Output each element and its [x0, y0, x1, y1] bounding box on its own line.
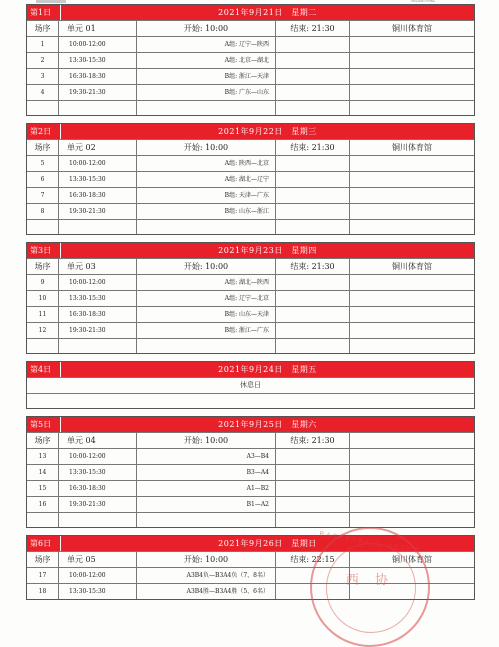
blank-cell: [350, 53, 474, 68]
day-block: [26, 361, 475, 409]
stamp-arc-text: BASKETBALL ASSOC: [318, 530, 422, 556]
game-match: A组: 湖北—陕西: [137, 275, 276, 290]
blank-cell: [276, 497, 350, 512]
rest-day-row: [27, 377, 474, 393]
blank-cell: [276, 204, 350, 219]
game-match: A3B4负—B3A4负（7、8名）: [137, 568, 276, 583]
empty-row: [27, 338, 474, 353]
day-date: 2021年9月26日 星期日: [218, 539, 317, 548]
game-time: 13:30-15:30: [59, 291, 137, 306]
blank-cell: [276, 323, 350, 338]
end-time: 结束: 21:30: [276, 140, 350, 155]
blank-cell: [276, 69, 350, 84]
table-row: [27, 203, 474, 219]
game-number: 10: [27, 291, 59, 306]
start-time: 开始: 10:00: [137, 433, 276, 448]
unit: 单元 04: [59, 433, 137, 448]
start-time: 开始: 10:00: [137, 21, 276, 36]
game-time: 16:30-18:30: [59, 69, 137, 84]
blank-cell: [350, 465, 474, 480]
game-match: A组: 北京—湖北: [137, 53, 276, 68]
day-label: 第3日: [27, 243, 61, 258]
day-label: 第5日: [27, 417, 61, 432]
unit: 单元 03: [59, 259, 137, 274]
seq-header: 场序: [27, 259, 59, 274]
day-label: 第6日: [27, 536, 61, 551]
seq-header: 场序: [27, 433, 59, 448]
session-header: [27, 139, 474, 155]
day-date: 2021年9月25日 星期六: [218, 420, 317, 429]
blank-cell: [276, 53, 350, 68]
start-time: 开始: 10:00: [137, 259, 276, 274]
blank-cell: [276, 37, 350, 52]
game-time: 13:30-15:30: [59, 172, 137, 187]
venue: 铜川体育馆: [392, 262, 432, 271]
game-number: 2: [27, 53, 59, 68]
blank-cell: [276, 481, 350, 496]
seq-header: 场序: [27, 552, 59, 567]
day-label: 第2日: [27, 124, 61, 139]
session-header: [27, 20, 474, 36]
day-header: [27, 417, 474, 432]
game-time: 16:30-18:30: [59, 307, 137, 322]
start-time: 开始: 10:00: [137, 140, 276, 155]
blank-cell: [350, 69, 474, 84]
blank-cell: [350, 307, 474, 322]
game-number: 4: [27, 85, 59, 100]
game-number: 8: [27, 204, 59, 219]
game-match: A1—B2: [137, 481, 276, 496]
game-number: 5: [27, 156, 59, 171]
game-match: A3—B4: [137, 449, 276, 464]
venue: 铜川体育馆: [392, 555, 432, 564]
blank-cell: [276, 188, 350, 203]
end-time: 结束: 21:30: [276, 433, 350, 448]
blank-cell: [276, 172, 350, 187]
table-row: [27, 52, 474, 68]
unit: 单元 01: [59, 21, 137, 36]
game-time: 16:30-18:30: [59, 188, 137, 203]
game-time: 10:00-12:00: [59, 449, 137, 464]
logo: [36, 0, 66, 3]
game-time: 13:30-15:30: [59, 584, 137, 599]
stamp-chars: 西 协: [345, 573, 395, 588]
empty-row: [27, 393, 474, 408]
end-time: 结束: 22:15: [276, 552, 350, 567]
game-number: 7: [27, 188, 59, 203]
game-number: 3: [27, 69, 59, 84]
game-match: B组: 广东—山东: [137, 85, 276, 100]
game-match: B组: 山东—天津: [137, 307, 276, 322]
day-header: [27, 243, 474, 258]
blank-cell: [350, 275, 474, 290]
session-header: [27, 258, 474, 274]
blank-cell: [350, 323, 474, 338]
day-label: 第1日: [27, 5, 61, 20]
unit: 单元 05: [59, 552, 137, 567]
day-label: 第4日: [27, 362, 61, 377]
game-number: 16: [27, 497, 59, 512]
blank-cell: [350, 497, 474, 512]
game-time: 10:00-12:00: [59, 275, 137, 290]
game-number: 18: [27, 584, 59, 599]
game-number: 11: [27, 307, 59, 322]
blank-cell: [276, 465, 350, 480]
table-row: [27, 171, 474, 187]
brand-tag: SHAANXI CHINA: [410, 0, 435, 3]
empty-row: [27, 100, 474, 115]
game-time: 10:00-12:00: [59, 568, 137, 583]
stamp-inner-ring: [326, 543, 416, 633]
blank-cell: [350, 481, 474, 496]
blank-cell: [276, 307, 350, 322]
blank-cell: [350, 37, 474, 52]
table-row: [27, 464, 474, 480]
start-time: 开始: 10:00: [137, 552, 276, 567]
end-time: 结束: 21:30: [276, 259, 350, 274]
game-time: 10:00-12:00: [59, 156, 137, 171]
end-time: 结束: 21:30: [276, 21, 350, 36]
table-row: [27, 480, 474, 496]
day-block: [26, 416, 475, 528]
day-block: [26, 4, 475, 116]
game-time: 13:30-15:30: [59, 465, 137, 480]
game-match: B组: 山东—浙江: [137, 204, 276, 219]
game-number: 15: [27, 481, 59, 496]
blank-cell: [276, 275, 350, 290]
game-match: A组: 陕西—北京: [137, 156, 276, 171]
blank-cell: [350, 291, 474, 306]
table-row: [27, 274, 474, 290]
game-time: 19:30-21:30: [59, 204, 137, 219]
seq-header: 场序: [27, 21, 59, 36]
table-row: [27, 448, 474, 464]
game-time: 13:30-15:30: [59, 53, 137, 68]
day-date: 2021年9月21日 星期二: [218, 8, 317, 17]
blank-cell: [350, 156, 474, 171]
venue: 铜川体育馆: [392, 143, 432, 152]
table-row: [27, 68, 474, 84]
blank-cell: [350, 449, 474, 464]
top-strip: [26, 0, 475, 4]
table-row: [27, 36, 474, 52]
blank-cell: [350, 188, 474, 203]
game-match: A3B4胜—B3A4胜（5、6名）: [137, 584, 276, 599]
day-date: 2021年9月23日 星期四: [218, 246, 317, 255]
game-number: 9: [27, 275, 59, 290]
day-header: [27, 124, 474, 139]
game-time: 10:00-12:00: [59, 37, 137, 52]
venue-blank: [350, 433, 474, 448]
day-date: 2021年9月24日 星期五: [218, 365, 317, 374]
game-number: 12: [27, 323, 59, 338]
game-match: B组: 浙江—广东: [137, 323, 276, 338]
table-row: [27, 290, 474, 306]
game-match: B组: 浙江—天津: [137, 69, 276, 84]
blank-cell: [276, 85, 350, 100]
game-number: 14: [27, 465, 59, 480]
blank-cell: [350, 172, 474, 187]
blank-cell: [276, 449, 350, 464]
day-block: [26, 123, 475, 235]
association-stamp: [310, 527, 430, 647]
rest-day-label: 休息日: [240, 381, 261, 389]
venue: 铜川体育馆: [392, 24, 432, 33]
game-time: 19:30-21:30: [59, 323, 137, 338]
game-number: 13: [27, 449, 59, 464]
table-row: [27, 322, 474, 338]
blank-cell: [276, 291, 350, 306]
session-header: [27, 432, 474, 448]
game-match: A组: 湖北—辽宁: [137, 172, 276, 187]
unit: 单元 02: [59, 140, 137, 155]
game-number: 6: [27, 172, 59, 187]
game-time: 19:30-21:30: [59, 497, 137, 512]
game-number: 17: [27, 568, 59, 583]
game-time: 19:30-21:30: [59, 85, 137, 100]
schedule-sheet: [26, 0, 475, 607]
table-row: [27, 155, 474, 171]
empty-row: [27, 219, 474, 234]
blank-cell: [350, 85, 474, 100]
blank-cell: [350, 204, 474, 219]
day-date: 2021年9月22日 星期三: [218, 127, 317, 136]
table-row: [27, 187, 474, 203]
game-match: A组: 辽宁—北京: [137, 291, 276, 306]
game-number: 1: [27, 37, 59, 52]
game-match: B1—A2: [137, 497, 276, 512]
day-block: [26, 242, 475, 354]
day-header: [27, 362, 474, 377]
blank-cell: [276, 156, 350, 171]
game-match: B组: 天津—广东: [137, 188, 276, 203]
day-header: [27, 5, 474, 20]
game-time: 16:30-18:30: [59, 481, 137, 496]
game-match: B3—A4: [137, 465, 276, 480]
game-match: A组: 辽宁—陕西: [137, 37, 276, 52]
seq-header: 场序: [27, 140, 59, 155]
table-row: [27, 496, 474, 512]
table-row: [27, 84, 474, 100]
empty-row: [27, 512, 474, 527]
table-row: [27, 306, 474, 322]
